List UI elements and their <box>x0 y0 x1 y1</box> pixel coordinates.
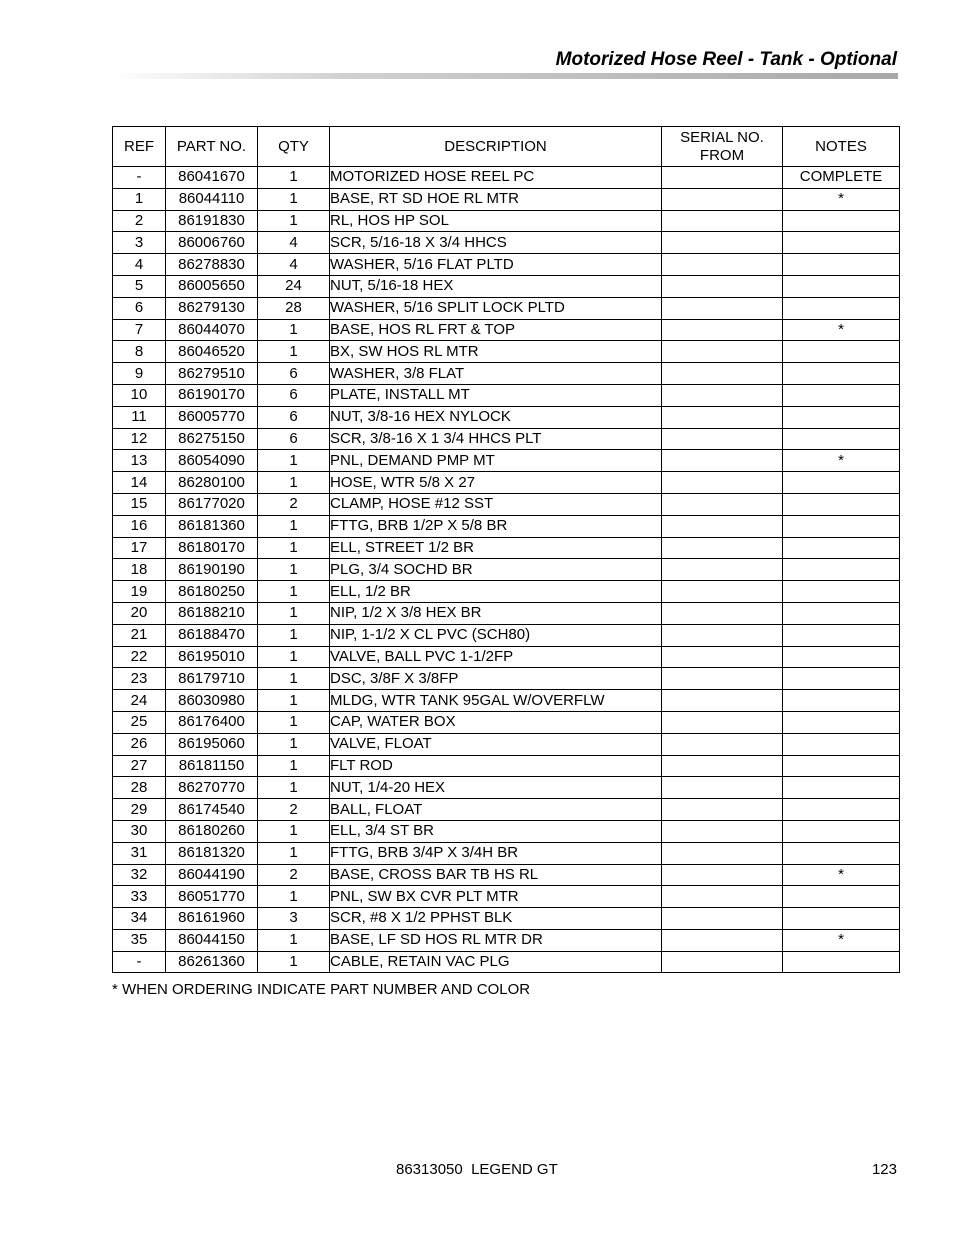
notes-cell <box>783 254 900 276</box>
table-row <box>113 929 900 951</box>
notes-cell <box>783 777 900 799</box>
part-no-cell: 86041670 <box>166 167 258 189</box>
qty-cell: 2 <box>258 864 330 886</box>
qty-cell: 1 <box>258 472 330 494</box>
ref-cell: 15 <box>113 493 166 515</box>
qty-cell: 1 <box>258 711 330 733</box>
table-row <box>113 341 900 363</box>
notes-cell <box>783 297 900 319</box>
table-row <box>113 755 900 777</box>
table-row <box>113 275 900 297</box>
qty-cell: 1 <box>258 559 330 581</box>
table-row <box>113 602 900 624</box>
description-cell: BALL, FLOAT <box>330 799 662 821</box>
ref-cell: 23 <box>113 668 166 690</box>
notes-cell <box>783 908 900 930</box>
qty-cell: 1 <box>258 646 330 668</box>
page-title: Motorized Hose Reel - Tank - Optional <box>555 49 897 70</box>
part-no-cell: 86191830 <box>166 210 258 232</box>
qty-cell: 1 <box>258 668 330 690</box>
column-header-description: DESCRIPTION <box>330 127 662 167</box>
qty-cell: 1 <box>258 188 330 210</box>
table-row <box>113 820 900 842</box>
table-row <box>113 886 900 908</box>
serial-no-cell <box>662 559 783 581</box>
notes-cell: * <box>783 929 900 951</box>
description-cell: CAP, WATER BOX <box>330 711 662 733</box>
ref-cell: - <box>113 951 166 973</box>
description-cell: NUT, 1/4-20 HEX <box>330 777 662 799</box>
notes-cell: * <box>783 319 900 341</box>
serial-no-cell <box>662 799 783 821</box>
serial-no-cell <box>662 210 783 232</box>
description-cell: WASHER, 5/16 SPLIT LOCK PLTD <box>330 297 662 319</box>
description-cell: FTTG, BRB 3/4P X 3/4H BR <box>330 842 662 864</box>
serial-no-cell <box>662 450 783 472</box>
table-row <box>113 646 900 668</box>
serial-no-cell <box>662 363 783 385</box>
footer-document-id: 86313050 LEGEND GT <box>396 1161 558 1178</box>
notes-cell <box>783 515 900 537</box>
ref-cell: 21 <box>113 624 166 646</box>
part-no-cell: 86051770 <box>166 886 258 908</box>
part-no-cell: 86279510 <box>166 363 258 385</box>
ref-cell: 8 <box>113 341 166 363</box>
part-no-cell: 86195060 <box>166 733 258 755</box>
table-row <box>113 472 900 494</box>
qty-cell: 1 <box>258 515 330 537</box>
table-row <box>113 733 900 755</box>
table-row <box>113 232 900 254</box>
part-no-cell: 86188470 <box>166 624 258 646</box>
part-no-cell: 86181360 <box>166 515 258 537</box>
qty-cell: 1 <box>258 951 330 973</box>
notes-cell <box>783 624 900 646</box>
table-row <box>113 711 900 733</box>
description-cell: ELL, STREET 1/2 BR <box>330 537 662 559</box>
ref-cell: 12 <box>113 428 166 450</box>
notes-cell <box>783 559 900 581</box>
table-row <box>113 254 900 276</box>
table-row <box>113 363 900 385</box>
serial-no-cell <box>662 842 783 864</box>
column-header-part-no: PART NO. <box>166 127 258 167</box>
notes-cell <box>783 886 900 908</box>
qty-cell: 2 <box>258 493 330 515</box>
description-cell: PLG, 3/4 SOCHD BR <box>330 559 662 581</box>
description-cell: SCR, 3/8-16 X 1 3/4 HHCS PLT <box>330 428 662 450</box>
qty-cell: 1 <box>258 929 330 951</box>
qty-cell: 6 <box>258 363 330 385</box>
qty-cell: 1 <box>258 537 330 559</box>
notes-cell <box>783 363 900 385</box>
ref-cell: 17 <box>113 537 166 559</box>
part-no-cell: 86046520 <box>166 341 258 363</box>
description-cell: NIP, 1-1/2 X CL PVC (SCH80) <box>330 624 662 646</box>
qty-cell: 6 <box>258 428 330 450</box>
table-row <box>113 559 900 581</box>
part-no-cell: 86030980 <box>166 690 258 712</box>
page-number: 123 <box>871 1161 897 1178</box>
qty-cell: 1 <box>258 777 330 799</box>
qty-cell: 28 <box>258 297 330 319</box>
serial-no-cell <box>662 472 783 494</box>
serial-no-cell <box>662 297 783 319</box>
description-cell: WASHER, 3/8 FLAT <box>330 363 662 385</box>
ref-cell: 29 <box>113 799 166 821</box>
qty-cell: 1 <box>258 450 330 472</box>
description-cell: CABLE, RETAIN VAC PLG <box>330 951 662 973</box>
ref-cell: 19 <box>113 581 166 603</box>
ref-cell: 31 <box>113 842 166 864</box>
notes-cell <box>783 275 900 297</box>
column-header-ref: REF <box>113 127 166 167</box>
part-no-cell: 86044190 <box>166 864 258 886</box>
serial-no-cell <box>662 864 783 886</box>
serial-no-cell <box>662 581 783 603</box>
serial-no-cell <box>662 755 783 777</box>
table-row <box>113 842 900 864</box>
serial-no-cell <box>662 428 783 450</box>
description-cell: NUT, 5/16-18 HEX <box>330 275 662 297</box>
serial-no-cell <box>662 406 783 428</box>
notes-cell <box>783 733 900 755</box>
table-row <box>113 537 900 559</box>
ref-cell: 1 <box>113 188 166 210</box>
description-cell: DSC, 3/8F X 3/8FP <box>330 668 662 690</box>
qty-cell: 1 <box>258 341 330 363</box>
notes-cell: * <box>783 188 900 210</box>
ref-cell: 7 <box>113 319 166 341</box>
part-no-cell: 86174540 <box>166 799 258 821</box>
serial-no-cell <box>662 886 783 908</box>
table-row <box>113 167 900 189</box>
serial-no-cell <box>662 733 783 755</box>
table-row <box>113 515 900 537</box>
table-row <box>113 581 900 603</box>
ref-cell: 28 <box>113 777 166 799</box>
qty-cell: 1 <box>258 624 330 646</box>
ref-cell: 18 <box>113 559 166 581</box>
ref-cell: 13 <box>113 450 166 472</box>
ref-cell: 5 <box>113 275 166 297</box>
table-row <box>113 690 900 712</box>
part-no-cell: 86161960 <box>166 908 258 930</box>
serial-no-cell <box>662 515 783 537</box>
qty-cell: 1 <box>258 690 330 712</box>
part-no-cell: 86054090 <box>166 450 258 472</box>
table-header-row <box>113 127 900 167</box>
description-cell: ELL, 1/2 BR <box>330 581 662 603</box>
qty-cell: 1 <box>258 842 330 864</box>
ref-cell: 30 <box>113 820 166 842</box>
part-no-cell: 86176400 <box>166 711 258 733</box>
table-row <box>113 319 900 341</box>
description-cell: BASE, LF SD HOS RL MTR DR <box>330 929 662 951</box>
notes-cell <box>783 602 900 624</box>
part-no-cell: 86044110 <box>166 188 258 210</box>
serial-no-cell <box>662 929 783 951</box>
part-no-cell: 86181150 <box>166 755 258 777</box>
notes-cell <box>783 646 900 668</box>
table-row <box>113 777 900 799</box>
serial-no-cell <box>662 493 783 515</box>
description-cell: VALVE, BALL PVC 1-1/2FP <box>330 646 662 668</box>
notes-cell <box>783 842 900 864</box>
ref-cell: 3 <box>113 232 166 254</box>
description-cell: HOSE, WTR 5/8 X 27 <box>330 472 662 494</box>
ref-cell: 20 <box>113 602 166 624</box>
description-cell: RL, HOS HP SOL <box>330 210 662 232</box>
column-header-notes: NOTES <box>783 127 900 167</box>
serial-no-cell <box>662 341 783 363</box>
part-no-cell: 86006760 <box>166 232 258 254</box>
part-no-cell: 86005770 <box>166 406 258 428</box>
description-cell: BASE, HOS RL FRT & TOP <box>330 319 662 341</box>
part-no-cell: 86005650 <box>166 275 258 297</box>
part-no-cell: 86180170 <box>166 537 258 559</box>
serial-no-cell <box>662 275 783 297</box>
serial-no-cell <box>662 624 783 646</box>
part-no-cell: 86190170 <box>166 384 258 406</box>
serial-no-cell <box>662 951 783 973</box>
ref-cell: 22 <box>113 646 166 668</box>
serial-no-cell <box>662 188 783 210</box>
ref-cell: 35 <box>113 929 166 951</box>
qty-cell: 1 <box>258 319 330 341</box>
part-no-cell: 86261360 <box>166 951 258 973</box>
ref-cell: 10 <box>113 384 166 406</box>
description-cell: FLT ROD <box>330 755 662 777</box>
table-row <box>113 210 900 232</box>
serial-no-cell <box>662 602 783 624</box>
ref-cell: 2 <box>113 210 166 232</box>
description-cell: PLATE, INSTALL MT <box>330 384 662 406</box>
table-row <box>113 450 900 472</box>
description-cell: NIP, 1/2 X 3/8 HEX BR <box>330 602 662 624</box>
description-cell: ELL, 3/4 ST BR <box>330 820 662 842</box>
description-cell: MOTORIZED HOSE REEL PC <box>330 167 662 189</box>
table-row <box>113 493 900 515</box>
description-cell: BASE, CROSS BAR TB HS RL <box>330 864 662 886</box>
table-row <box>113 188 900 210</box>
table-row <box>113 864 900 886</box>
parts-table <box>112 126 900 973</box>
description-cell: MLDG, WTR TANK 95GAL W/OVERFLW <box>330 690 662 712</box>
qty-cell: 1 <box>258 733 330 755</box>
table-row <box>113 428 900 450</box>
part-no-cell: 86180260 <box>166 820 258 842</box>
notes-cell: COMPLETE <box>783 167 900 189</box>
part-no-cell: 86177020 <box>166 493 258 515</box>
description-cell: FTTG, BRB 1/2P X 5/8 BR <box>330 515 662 537</box>
qty-cell: 4 <box>258 254 330 276</box>
ref-cell: 33 <box>113 886 166 908</box>
notes-cell: * <box>783 450 900 472</box>
description-cell: SCR, #8 X 1/2 PPHST BLK <box>330 908 662 930</box>
ref-cell: 14 <box>113 472 166 494</box>
ref-cell: 24 <box>113 690 166 712</box>
serial-no-cell <box>662 668 783 690</box>
notes-cell <box>783 951 900 973</box>
qty-cell: 1 <box>258 167 330 189</box>
description-cell: PNL, SW BX CVR PLT MTR <box>330 886 662 908</box>
column-header-qty: QTY <box>258 127 330 167</box>
qty-cell: 3 <box>258 908 330 930</box>
notes-cell <box>783 384 900 406</box>
notes-cell <box>783 428 900 450</box>
part-no-cell: 86188210 <box>166 602 258 624</box>
notes-cell <box>783 537 900 559</box>
qty-cell: 1 <box>258 820 330 842</box>
serial-no-cell <box>662 690 783 712</box>
ref-cell: - <box>113 167 166 189</box>
notes-cell <box>783 820 900 842</box>
table-row <box>113 668 900 690</box>
part-no-cell: 86181320 <box>166 842 258 864</box>
serial-no-cell <box>662 384 783 406</box>
part-no-cell: 86270770 <box>166 777 258 799</box>
notes-cell <box>783 755 900 777</box>
ref-cell: 32 <box>113 864 166 886</box>
serial-no-cell <box>662 319 783 341</box>
qty-cell: 1 <box>258 581 330 603</box>
qty-cell: 1 <box>258 886 330 908</box>
notes-cell <box>783 232 900 254</box>
ref-cell: 16 <box>113 515 166 537</box>
header-rule <box>110 73 898 79</box>
qty-cell: 1 <box>258 602 330 624</box>
table-row <box>113 624 900 646</box>
notes-cell <box>783 690 900 712</box>
qty-cell: 4 <box>258 232 330 254</box>
description-cell: WASHER, 5/16 FLAT PLTD <box>330 254 662 276</box>
notes-cell <box>783 711 900 733</box>
ref-cell: 34 <box>113 908 166 930</box>
part-no-cell: 86190190 <box>166 559 258 581</box>
description-cell: BX, SW HOS RL MTR <box>330 341 662 363</box>
description-cell: CLAMP, HOSE #12 SST <box>330 493 662 515</box>
serial-no-cell <box>662 646 783 668</box>
table-row <box>113 908 900 930</box>
part-no-cell: 86179710 <box>166 668 258 690</box>
qty-cell: 2 <box>258 799 330 821</box>
serial-no-cell <box>662 777 783 799</box>
notes-cell <box>783 210 900 232</box>
table-row <box>113 384 900 406</box>
serial-no-cell <box>662 232 783 254</box>
ref-cell: 9 <box>113 363 166 385</box>
part-no-cell: 86180250 <box>166 581 258 603</box>
ref-cell: 25 <box>113 711 166 733</box>
description-cell: PNL, DEMAND PMP MT <box>330 450 662 472</box>
table-row <box>113 799 900 821</box>
table-row <box>113 951 900 973</box>
serial-no-cell <box>662 254 783 276</box>
description-cell: SCR, 5/16-18 X 3/4 HHCS <box>330 232 662 254</box>
qty-cell: 24 <box>258 275 330 297</box>
ref-cell: 11 <box>113 406 166 428</box>
ordering-note: * WHEN ORDERING INDICATE PART NUMBER AND COLOR <box>112 981 531 998</box>
ref-cell: 26 <box>113 733 166 755</box>
part-no-cell: 86044150 <box>166 929 258 951</box>
description-cell: BASE, RT SD HOE RL MTR <box>330 188 662 210</box>
ref-cell: 4 <box>113 254 166 276</box>
qty-cell: 6 <box>258 406 330 428</box>
serial-no-cell <box>662 537 783 559</box>
part-no-cell: 86044070 <box>166 319 258 341</box>
serial-no-cell <box>662 711 783 733</box>
serial-no-cell <box>662 908 783 930</box>
notes-cell <box>783 581 900 603</box>
part-no-cell: 86275150 <box>166 428 258 450</box>
column-header-serial-no-from: SERIAL NO. FROM <box>662 127 783 167</box>
part-no-cell: 86278830 <box>166 254 258 276</box>
part-no-cell: 86279130 <box>166 297 258 319</box>
notes-cell <box>783 472 900 494</box>
table-row <box>113 297 900 319</box>
ref-cell: 27 <box>113 755 166 777</box>
notes-cell <box>783 341 900 363</box>
serial-no-cell <box>662 167 783 189</box>
part-no-cell: 86195010 <box>166 646 258 668</box>
part-no-cell: 86280100 <box>166 472 258 494</box>
notes-cell <box>783 799 900 821</box>
notes-cell <box>783 406 900 428</box>
ref-cell: 6 <box>113 297 166 319</box>
notes-cell <box>783 493 900 515</box>
description-cell: NUT, 3/8-16 HEX NYLOCK <box>330 406 662 428</box>
notes-cell <box>783 668 900 690</box>
serial-no-cell <box>662 820 783 842</box>
qty-cell: 1 <box>258 755 330 777</box>
description-cell: VALVE, FLOAT <box>330 733 662 755</box>
qty-cell: 6 <box>258 384 330 406</box>
qty-cell: 1 <box>258 210 330 232</box>
notes-cell: * <box>783 864 900 886</box>
table-row <box>113 406 900 428</box>
